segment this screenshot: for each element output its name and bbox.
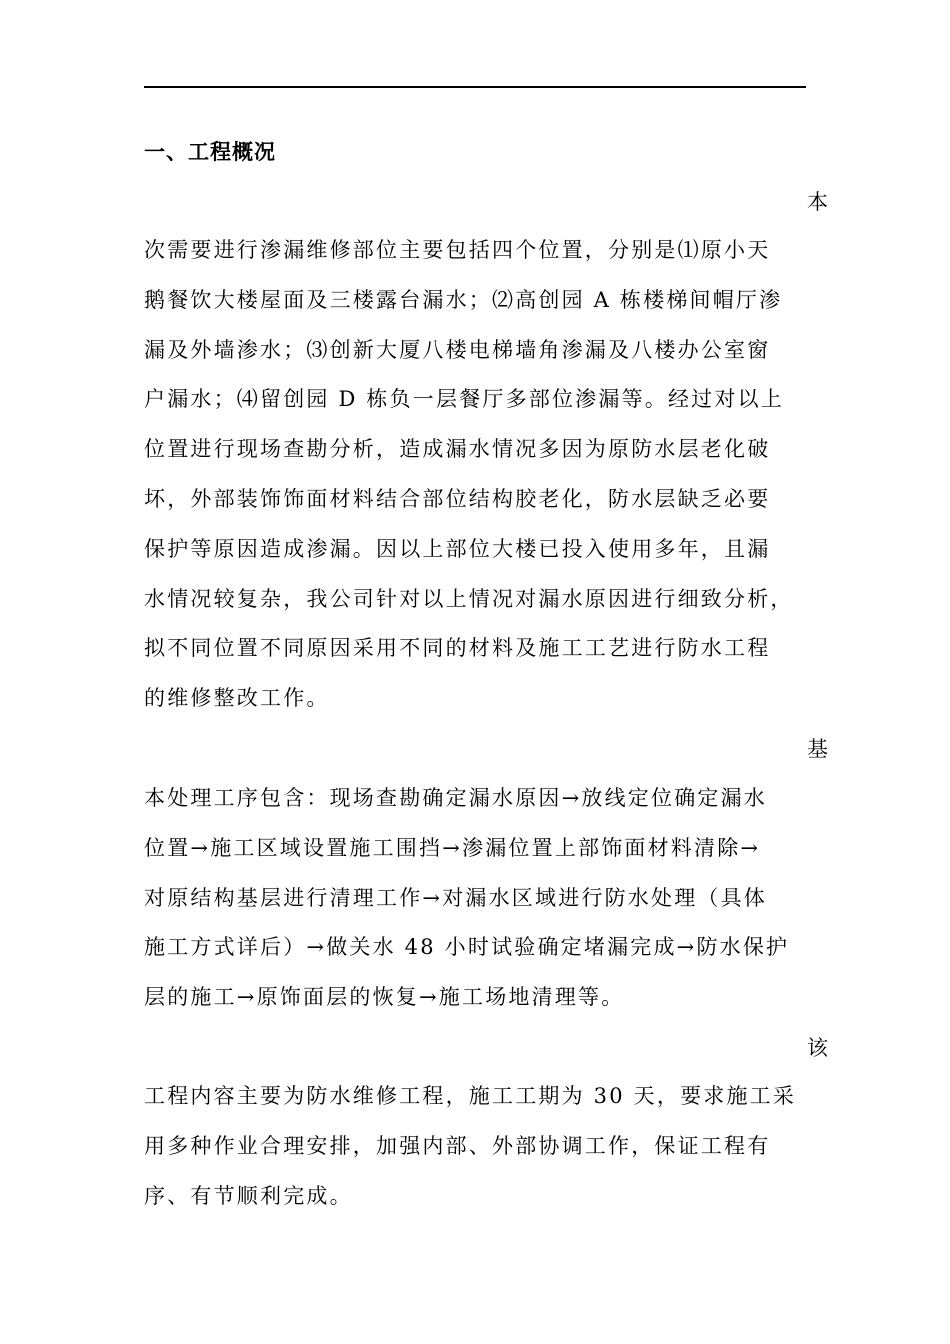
paragraph-line: 本处理工序包含：现场查勘确定漏水原因→放线定位确定漏水 (144, 786, 767, 810)
paragraph-line: 用多种作业合理安排，加强内部、外部协调工作，保证工程有 (144, 1133, 771, 1158)
paragraph-line: 水情况较复杂，我公司针对以上情况对漏水原因进行细致分析， (144, 586, 794, 611)
paragraph-line: 户漏水；⑷留创园 D 栋负一层餐厅多部位渗漏等。经过对以上 (144, 387, 784, 412)
paragraph-line: 序、有节顺利完成。 (144, 1183, 353, 1208)
paragraph-2-body (144, 774, 830, 1023)
header-rule (144, 86, 806, 88)
paragraph-line: 层的施工→原饰面层的恢复→施工场地清理等。 (144, 985, 625, 1010)
section-heading: 一、工程概况 (144, 140, 276, 164)
paragraph-line: 漏及外墙渗水；⑶创新大厦八楼电梯墙角渗漏及八楼办公室窗 (144, 337, 771, 362)
paragraph-3-lead-char: 该 (807, 1036, 828, 1060)
paragraph-2-lead-char: 基 (807, 737, 828, 761)
paragraph-line: 保护等原因造成渗漏。因以上部位大楼已投入使用多年，且漏 (144, 536, 771, 561)
paragraph-line: 工程内容主要为防水维修工程，施工工期为 30 天，要求施工采 (144, 1084, 797, 1108)
paragraph-line: 的维修整改工作。 (144, 686, 330, 711)
paragraph-3-body (144, 1072, 830, 1221)
paragraph-line: 次需要进行渗漏维修部位主要包括四个位置，分别是⑴原小天 (144, 238, 771, 262)
paragraph-line: 施工方式详后）→做关水 48 小时试验确定堵漏完成→防水保护 (144, 935, 790, 960)
paragraph-line: 鹅餐饮大楼屋面及三楼露台漏水；⑵高创园 A 栋楼梯间帽厅渗 (144, 287, 783, 312)
paragraph-line: 拟不同位置不同原因采用不同的材料及施工工艺进行防水工程 (144, 636, 771, 661)
paragraph-line: 对原结构基层进行清理工作→对漏水区域进行防水处理（具体 (144, 885, 767, 910)
paragraph-1-lead-char: 本 (807, 190, 828, 214)
paragraph-line: 位置进行现场查勘分析，造成漏水情况多因为原防水层老化破 (144, 437, 771, 462)
paragraph-1-body (144, 226, 830, 724)
paragraph-line: 位置→施工区域设置施工围挡→渗漏位置上部饰面材料清除→ (144, 835, 761, 860)
paragraph-line: 坏，外部装饰饰面材料结合部位结构胶老化，防水层缺乏必要 (144, 486, 771, 511)
